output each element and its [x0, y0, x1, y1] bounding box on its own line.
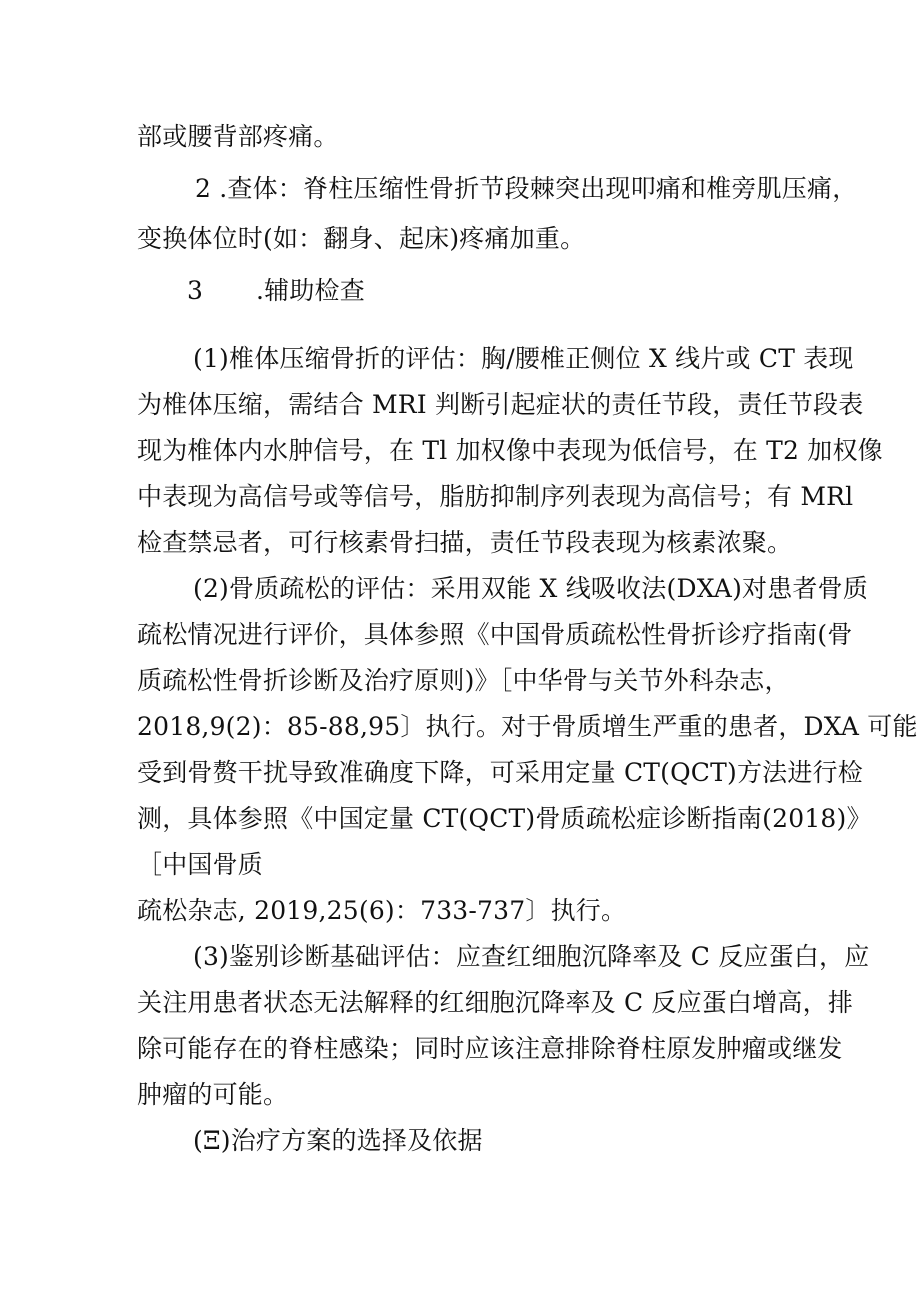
para-1-start: (1)椎体压缩骨折的评估：胸/腰椎正侧位 X 线片或 CT 表现 — [193, 344, 854, 373]
item-2-examination: 2 .查体：脊柱压缩性骨折节段棘突出现叩痛和椎旁肌压痛， — [195, 174, 858, 203]
text-line: 受到骨赘干扰导致准确度下降，可采用定量 CT(QCT)方法进行检 — [137, 758, 863, 787]
text-line: 关注用患者状态无法解释的红细胞沉降率及 C 反应蛋白增高，排 — [137, 988, 854, 1017]
para-3-start: (3)鉴别诊断基础评估：应查红细胞沉降率及 C 反应蛋白，应 — [193, 942, 870, 971]
text-line: 变换体位时(如：翻身、起床)疼痛加重。 — [137, 224, 586, 253]
text-line-continuation: 部或腰背部疼痛。 — [137, 122, 339, 151]
text-line: 为椎体压缩，需结合 MRI 判断引起症状的责任节段，责任节段表 — [137, 390, 864, 419]
text-line: 测，具体参照《中国定量 CT(QCT)骨质疏松症诊断指南(2018)》 — [137, 804, 872, 833]
text-line: 现为椎体内水肿信号，在 Tl 加权像中表现为低信号，在 T2 加权像 — [137, 436, 883, 465]
item-3-number: 3 — [187, 276, 204, 305]
text-line: 疏松情况进行评价，具体参照《中国骨质疏松性骨折诊疗指南(骨 — [137, 620, 853, 649]
text-line: 质疏松性骨折诊断及治疗原则)》［中华骨与关节外科杂志， — [137, 666, 790, 695]
text-line: 2018,9(2)：85-88,95〕执行。对于骨质增生严重的患者，DXA 可能 — [137, 712, 918, 741]
text-line: 除可能存在的脊柱感染；同时应该注意排除脊柱原发肿瘤或继发 — [137, 1034, 843, 1063]
item-3-title: .辅助检查 — [256, 276, 365, 305]
section-3-heading: (Ξ)治疗方案的选择及依据 — [193, 1126, 483, 1155]
text-line: 中表现为高信号或等信号，脂肪抑制序列表现为高信号；有 MRl — [137, 482, 854, 511]
text-line: 疏松杂志, 2019,25(6)：733-737〕执行。 — [137, 896, 627, 925]
text-line: 检查禁忌者，可行核素骨扫描，责任节段表现为核素浓聚。 — [137, 528, 793, 557]
text-line: ［中国骨质 — [137, 850, 264, 879]
text-line: 肿瘤的可能。 — [137, 1080, 289, 1109]
para-2-start: (2)骨质疏松的评估：采用双能 X 线吸收法(DXA)对患者骨质 — [193, 574, 869, 603]
